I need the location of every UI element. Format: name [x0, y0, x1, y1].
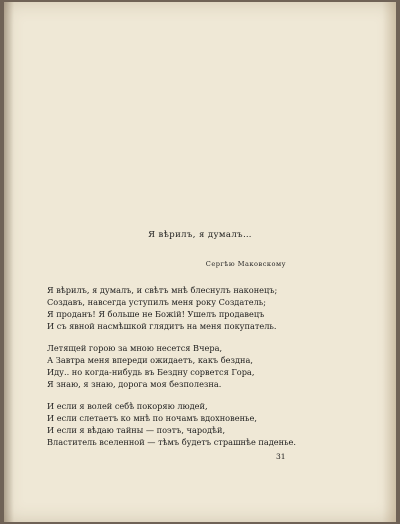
book-page [4, 2, 396, 522]
poem-line: Создавъ, навсегда уступилъ меня року Создатель; [47, 297, 266, 307]
poem-line: Летящей горою за мною несется Вчера, [47, 343, 223, 353]
poem-dedication: Сергѣю Маковскому [205, 260, 286, 268]
poem-line: Властитель вселенной — тѣмъ будетъ страшнѣе паденье. [47, 437, 296, 447]
poem-line: И если я волей себѣ покоряю людей, [47, 401, 208, 411]
poem-body [47, 284, 367, 458]
poem-line: И если слетаетъ ко мнѣ по ночамъ вдохновенье, [47, 413, 257, 423]
page-edge-stain [382, 2, 396, 522]
poem-line: И съ явной насмѣшкой глядитъ на меня покупатель. [47, 321, 277, 331]
stanza-2 [47, 342, 367, 390]
poem-line: Я знаю, я знаю, дорога моя безполезна. [47, 379, 222, 389]
stanza-3 [47, 400, 367, 448]
page-number: 31 [276, 452, 286, 461]
poem-line: Иду.. но когда-нибудь въ Бездну сорвется Гора, [47, 367, 255, 377]
poem-line: А Завтра меня впереди ожидаетъ, какъ бездна, [47, 355, 253, 365]
stanza-1 [47, 284, 367, 332]
poem-title: Я вѣрилъ, я думалъ… [148, 230, 252, 240]
poem-line: Я вѣрилъ, я думалъ, и свѣтъ мнѣ блеснулъ наконецъ; [47, 285, 278, 295]
poem-line: И если я вѣдаю тайны — поэтъ, чародѣй, [47, 425, 226, 435]
poem-line: Я проданъ! Я больше не Божій! Ушелъ продавецъ [47, 309, 265, 319]
spine-shadow [4, 2, 14, 522]
